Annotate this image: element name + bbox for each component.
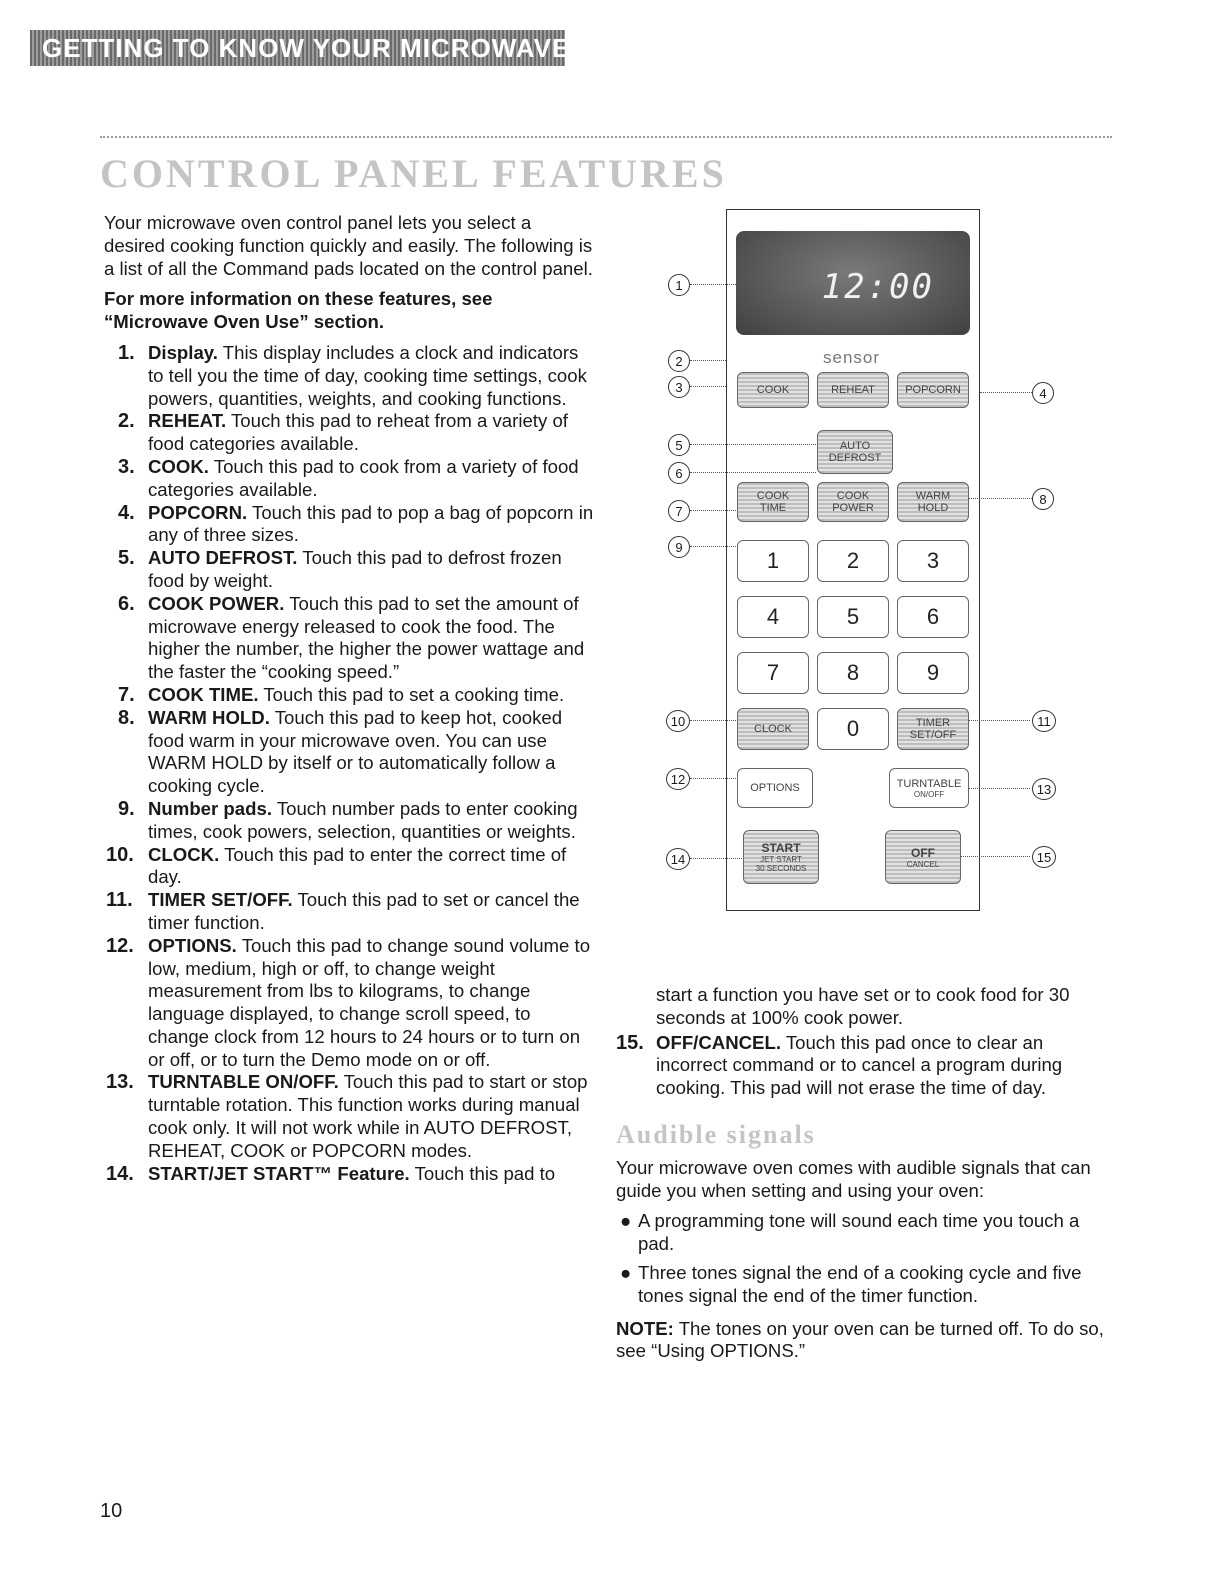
leader-line (690, 444, 816, 445)
list-item (616, 1032, 1104, 1100)
start-pad[interactable] (743, 830, 819, 884)
callout-1: 1 (668, 274, 690, 296)
leader-line (690, 472, 816, 473)
leader-line (690, 720, 736, 721)
item-text: Touch this pad to set a cooking time. (263, 683, 565, 705)
clock-pad[interactable] (737, 708, 809, 750)
pad-label: TURNTABLE (896, 777, 962, 790)
bullet-text: Three tones signal the end of a cooking cycle and five tones signal the end of the timer function. (638, 1261, 1082, 1306)
item-term: AUTO DEFROST. (148, 547, 298, 569)
left-column (104, 212, 596, 1185)
leader-line (690, 546, 736, 547)
number-pad-1[interactable]: 1 (737, 540, 809, 582)
cook-pad[interactable] (737, 372, 809, 408)
pad-label: CANCEL (906, 859, 940, 869)
item-number: 11. (106, 889, 133, 912)
item-term: TIMER SET/OFF. (148, 889, 293, 911)
item-text: Touch this pad to keep hot, cooked food warm in your microwave oven. You can use WARM HOLD by itself or to automatically follow a cooking cycle. (148, 706, 563, 797)
pad-label: OPTIONS (750, 782, 800, 794)
leader-line (960, 856, 1030, 857)
item-term: REHEAT. (148, 410, 227, 432)
item-term: WARM HOLD. (148, 706, 270, 728)
callout-13: 13 (1032, 778, 1056, 800)
bullet-text: A programming tone will sound each time you touch a pad. (638, 1210, 1080, 1255)
leader-line (980, 392, 1032, 393)
list-item (104, 502, 596, 548)
list-item (104, 707, 596, 798)
timer-set-off-pad[interactable] (897, 708, 969, 750)
callout-7: 7 (668, 500, 690, 522)
item-text: Touch this pad to set or cancel the timer function. (148, 889, 580, 933)
pad-label: COOK (756, 490, 790, 502)
sensor-label: sensor (823, 348, 881, 367)
item-14-continuation: start a function you have set or to cook food for 30 seconds at 100% cook power. (656, 984, 1070, 1028)
leader-line (690, 510, 736, 511)
callout-11: 11 (1032, 710, 1056, 732)
pad-label: TIME (759, 502, 787, 514)
list-item (104, 935, 596, 1072)
pad-label: ON/OFF (913, 789, 945, 799)
list-item (104, 1071, 596, 1162)
list-item (104, 844, 596, 890)
section-title: CONTROL PANEL FEATURES (100, 151, 727, 196)
number-pad-7[interactable]: 7 (737, 652, 809, 694)
feature-list (104, 342, 596, 1185)
turntable-pad[interactable] (889, 768, 969, 808)
number-pad-3[interactable]: 3 (897, 540, 969, 582)
number-pad-6[interactable]: 6 (897, 596, 969, 638)
number-pad-0[interactable]: 0 (817, 708, 889, 750)
warm-hold-pad[interactable] (897, 482, 969, 522)
item-number: 3. (118, 455, 135, 478)
callout-15: 15 (1032, 846, 1056, 868)
note (616, 1318, 1104, 1364)
leader-line (690, 778, 736, 779)
item-number: 9. (118, 797, 135, 820)
pad-label: POPCORN (905, 384, 961, 396)
item-text: Touch this pad to (414, 1162, 556, 1184)
item-text: Touch this pad to enter the correct time of day. (148, 843, 567, 888)
note-label: NOTE: (616, 1317, 674, 1339)
see-more-note: For more information on these features, see “Microwave Oven Use” section. (104, 288, 493, 333)
list-item: ● Three tones signal the end of a cooking cycle and five tones signal the end of the timer function. (620, 1261, 1082, 1306)
item-number: 4. (118, 501, 135, 524)
item-text: Touch this pad to pop a bag of popcorn in any of three sizes. (148, 501, 594, 546)
leader-line (968, 788, 1030, 789)
list-item (104, 456, 596, 502)
list-item (104, 889, 596, 935)
pad-label: JET START (760, 855, 802, 864)
pad-label: OFF (911, 845, 935, 860)
item-text: This display includes a clock and indicators to tell you the time of day, cooking time settings, cook powers, quantities, weights, and cooking functions. (148, 341, 587, 409)
item-term: COOK. (148, 455, 209, 477)
header-banner: GETTING TO KNOW YOUR MICROWAVE OVEN (30, 30, 565, 66)
item-term: COOK POWER. (148, 592, 285, 614)
page-number: 10 (100, 1500, 123, 1522)
display (736, 231, 970, 335)
leader-line (690, 858, 742, 859)
list-item (104, 593, 596, 684)
right-column (616, 984, 1104, 1371)
item-term: TURNTABLE ON/OFF. (148, 1071, 339, 1093)
callout-5: 5 (668, 434, 690, 456)
item-term: CLOCK. (148, 843, 220, 865)
popcorn-pad[interactable] (897, 372, 969, 408)
number-pad-2[interactable]: 2 (817, 540, 889, 582)
pad-label: AUTO (839, 440, 871, 452)
callout-14: 14 (666, 848, 690, 870)
item-term: Display. (148, 341, 218, 363)
cook-power-pad[interactable] (817, 482, 889, 522)
options-pad[interactable] (737, 768, 813, 808)
pad-label: COOK (756, 384, 790, 396)
item-term: START/JET START™ Feature. (148, 1162, 410, 1184)
item-term: OPTIONS. (148, 934, 237, 956)
number-pad-4[interactable]: 4 (737, 596, 809, 638)
intro-text: Your microwave oven control panel lets you select a desired cooking function quickly and easily. The following is a list of all the Command pads located on the control panel. (104, 212, 593, 279)
pad-label: HOLD (917, 502, 949, 514)
item-number: 8. (118, 706, 135, 729)
list-item (104, 798, 596, 844)
pad-label: 30 SECONDS (755, 864, 807, 873)
item-text: Touch this pad to reheat from a variety of food categories available. (148, 410, 568, 455)
list-item (616, 984, 1104, 1030)
callout-9: 9 (668, 536, 690, 558)
number-pad-5[interactable]: 5 (817, 596, 889, 638)
item-term: COOK TIME. (148, 683, 259, 705)
pad-label: REHEAT (831, 384, 875, 396)
pad-label: CLOCK (754, 723, 792, 735)
item-term: Number pads. (148, 797, 272, 819)
item-number: 5. (118, 547, 135, 570)
audible-signals-title: Audible signals (616, 1119, 816, 1149)
item-text: Touch this pad to change sound volume to low, medium, high or off, to change weight measurement from lbs to kilograms, to change language displayed, to change scroll speed, to change clock from 12 hours to 24 hours or to turn on or off, or to turn the Demo mode on or off. (148, 934, 591, 1070)
item-number: 7. (118, 683, 135, 706)
leader-line (968, 720, 1030, 721)
pad-label: POWER (832, 502, 874, 514)
item-term: OFF/CANCEL. (656, 1031, 781, 1053)
pad-label: COOK (836, 490, 870, 502)
item-text: Touch this pad to defrost frozen food by weight. (148, 547, 562, 591)
auto-defrost-pad[interactable] (817, 430, 893, 474)
item-text: Touch number pads to enter cooking times, cook powers, selection, quantities or weights. (148, 797, 578, 842)
item-number: 2. (118, 410, 135, 433)
item-number: 13. (106, 1071, 134, 1094)
pad-label: TIMER (915, 717, 951, 729)
callout-10: 10 (666, 710, 690, 732)
list-item (104, 342, 596, 410)
list-item (104, 684, 596, 707)
list-item (104, 1163, 596, 1186)
callout-3: 3 (668, 376, 690, 398)
pad-label: DEFROST (828, 452, 882, 464)
number-pad-8[interactable]: 8 (817, 652, 889, 694)
cook-time-pad[interactable] (737, 482, 809, 522)
item-number: 14. (106, 1162, 134, 1185)
item-number: 10. (106, 843, 134, 866)
note-text: The tones on your oven can be turned off. To do so, see “Using OPTIONS.” (616, 1317, 1104, 1362)
callout-6: 6 (668, 462, 690, 484)
leader-line (968, 498, 1032, 499)
pad-label: WARM (915, 490, 951, 502)
item-number: 6. (118, 592, 135, 615)
reheat-pad[interactable] (817, 372, 889, 408)
divider (100, 136, 1112, 138)
audible-intro: Your microwave oven comes with audible signals that can guide you when setting and using your oven: (616, 1156, 1091, 1201)
pad-label: START (761, 841, 801, 855)
leader-line (690, 360, 726, 361)
leader-line (690, 386, 726, 387)
item-text: Touch this pad to start or stop turntable rotation. This function works during manual cook only. It will not work while in AUTO DEFROST, REHEAT, COOK or POPCORN modes. (148, 1071, 588, 1161)
list-item (104, 410, 596, 456)
clock-readout: 12:00 (821, 267, 934, 307)
list-item: ● A programming tone will sound each time you touch a pad. (620, 1210, 1080, 1255)
item-text: Touch this pad once to clear an incorrect command or to cancel a program during cooking. This pad will not erase the time of day. (656, 1031, 1063, 1099)
off-cancel-pad[interactable] (885, 830, 961, 884)
callout-2: 2 (668, 350, 690, 372)
callout-4: 4 (1032, 382, 1054, 404)
control-panel-diagram (726, 209, 980, 911)
callout-12: 12 (666, 768, 690, 790)
leader-line (690, 284, 770, 285)
item-text: Touch this pad to cook from a variety of food categories available. (148, 455, 579, 500)
list-item (104, 547, 596, 593)
item-text: Touch this pad to set the amount of microwave energy released to cook the food. The higher the number, the higher the power wattage and the faster the “cooking speed.” (148, 592, 585, 683)
pad-label: SET/OFF (909, 729, 957, 741)
item-number: 15. (616, 1031, 644, 1054)
item-number: 1. (118, 341, 135, 364)
item-number: 12. (106, 934, 134, 957)
callout-8: 8 (1032, 488, 1054, 510)
item-term: POPCORN. (148, 501, 248, 523)
number-pad-9[interactable]: 9 (897, 652, 969, 694)
